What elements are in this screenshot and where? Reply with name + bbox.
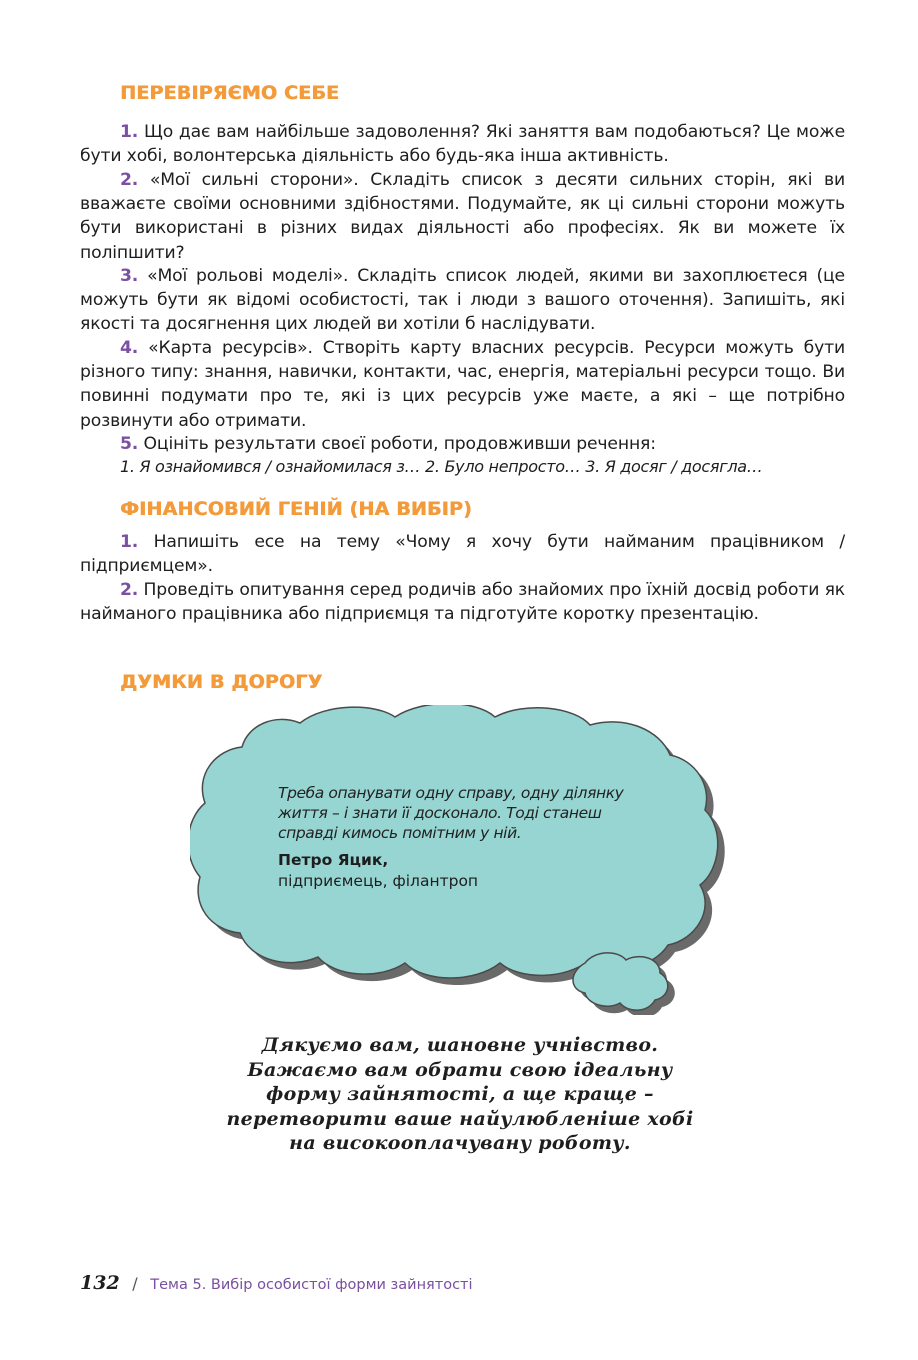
- quote-author: Петро Яцик,: [278, 851, 389, 869]
- closing-line: Бажаємо вам обрати свою ідеальну: [247, 1058, 673, 1081]
- page-footer: [80, 1272, 473, 1294]
- section-title-thoughts: ДУМКИ В ДОРОГУ: [120, 671, 323, 693]
- item-text: «Мої сильні сторони». Складіть список з десяти сильних сторін, які ви вважаєте своїми основними здібностями. Подумайте, як ці сильні сторони можуть бути використані в різних видах діяльності або професіях. Як ви можете їх поліпшити?: [80, 170, 845, 263]
- check-item-4: [80, 336, 845, 433]
- footer-topic: Тема 5. Вибір особистої форми зайнятості: [150, 1277, 473, 1293]
- item-number: 3.: [120, 266, 139, 286]
- closing-line: форму зайнятості, а ще краще –: [266, 1083, 654, 1105]
- check-item-3: [80, 264, 845, 337]
- item-number: 2.: [120, 170, 139, 190]
- closing-line: перетворити ваше найулюбленіше хобі: [226, 1107, 694, 1130]
- cloud-shape: [190, 705, 730, 1015]
- sentence-starters: 1. Я ознайомився / ознайомилася з… 2. Було непросто… 3. Я досяг / досягла…: [120, 457, 763, 476]
- section-title-genius: ФІНАНСОВИЙ ГЕНІЙ (НА ВИБІР): [120, 498, 472, 520]
- item-text: «Мої рольові моделі». Складіть список людей, якими ви захоплюєтеся (це можуть бути як відомі особистості, так і люди з вашого оточення). Запишіть, які якості та досягнення цих людей ви хотіли б наслідувати.: [80, 266, 845, 335]
- item-number: 5.: [120, 434, 139, 454]
- item-text: Проведіть опитування серед родичів або знайомих про їхній досвід роботи як найманого працівника або підприємця та підготуйте коротку презентацію.: [80, 580, 845, 625]
- closing-line: Дякуємо вам, шановне учнівство.: [261, 1034, 659, 1056]
- item-text: Оцініть результати своєї роботи, продовживши речення:: [138, 434, 656, 454]
- check-item-1: [80, 120, 845, 168]
- item-text: Що дає вам найбільше задоволення? Які заняття вам подобаються? Це може бути хобі, волонтерська діяльність або будь-яка інша активність.: [80, 122, 845, 167]
- quote-text: Треба опанувати одну справу, одну ділянку життя – і знати її досконало. Тоді станеш справді кимось помітним у ній.: [278, 784, 624, 842]
- page-number: 132: [80, 1272, 120, 1294]
- item-number: 1.: [120, 122, 139, 142]
- item-number: 1.: [120, 532, 139, 552]
- item-number: 4.: [120, 338, 139, 358]
- check-item-2: [80, 168, 845, 265]
- genius-item-1: [80, 530, 845, 578]
- genius-item-2: [80, 578, 845, 626]
- quote-author-role: підприємець, філантроп: [278, 872, 479, 890]
- footer-separator: /: [132, 1274, 138, 1293]
- thought-cloud: [190, 705, 730, 1015]
- item-number: 2.: [120, 580, 139, 600]
- closing-message: [180, 1033, 740, 1156]
- item-text: «Карта ресурсів». Створіть карту власних ресурсів. Ресурси можуть бути різного типу: знання, навички, контакти, час, енергія, матеріальні ресурси тощо. Ви повинні подумати про те, які із цих ресурсів уже маєте, а які – ще потрібно розвинути або отримати.: [80, 338, 845, 431]
- item-text: Напишіть есе на тему «Чому я хочу бути найманим працівником / підприємцем».: [80, 532, 845, 577]
- section-title-check: ПЕРЕВІРЯЄМО СЕБЕ: [120, 82, 340, 104]
- check-item-5: [80, 432, 845, 456]
- closing-line: на високооплачувану роботу.: [289, 1132, 631, 1154]
